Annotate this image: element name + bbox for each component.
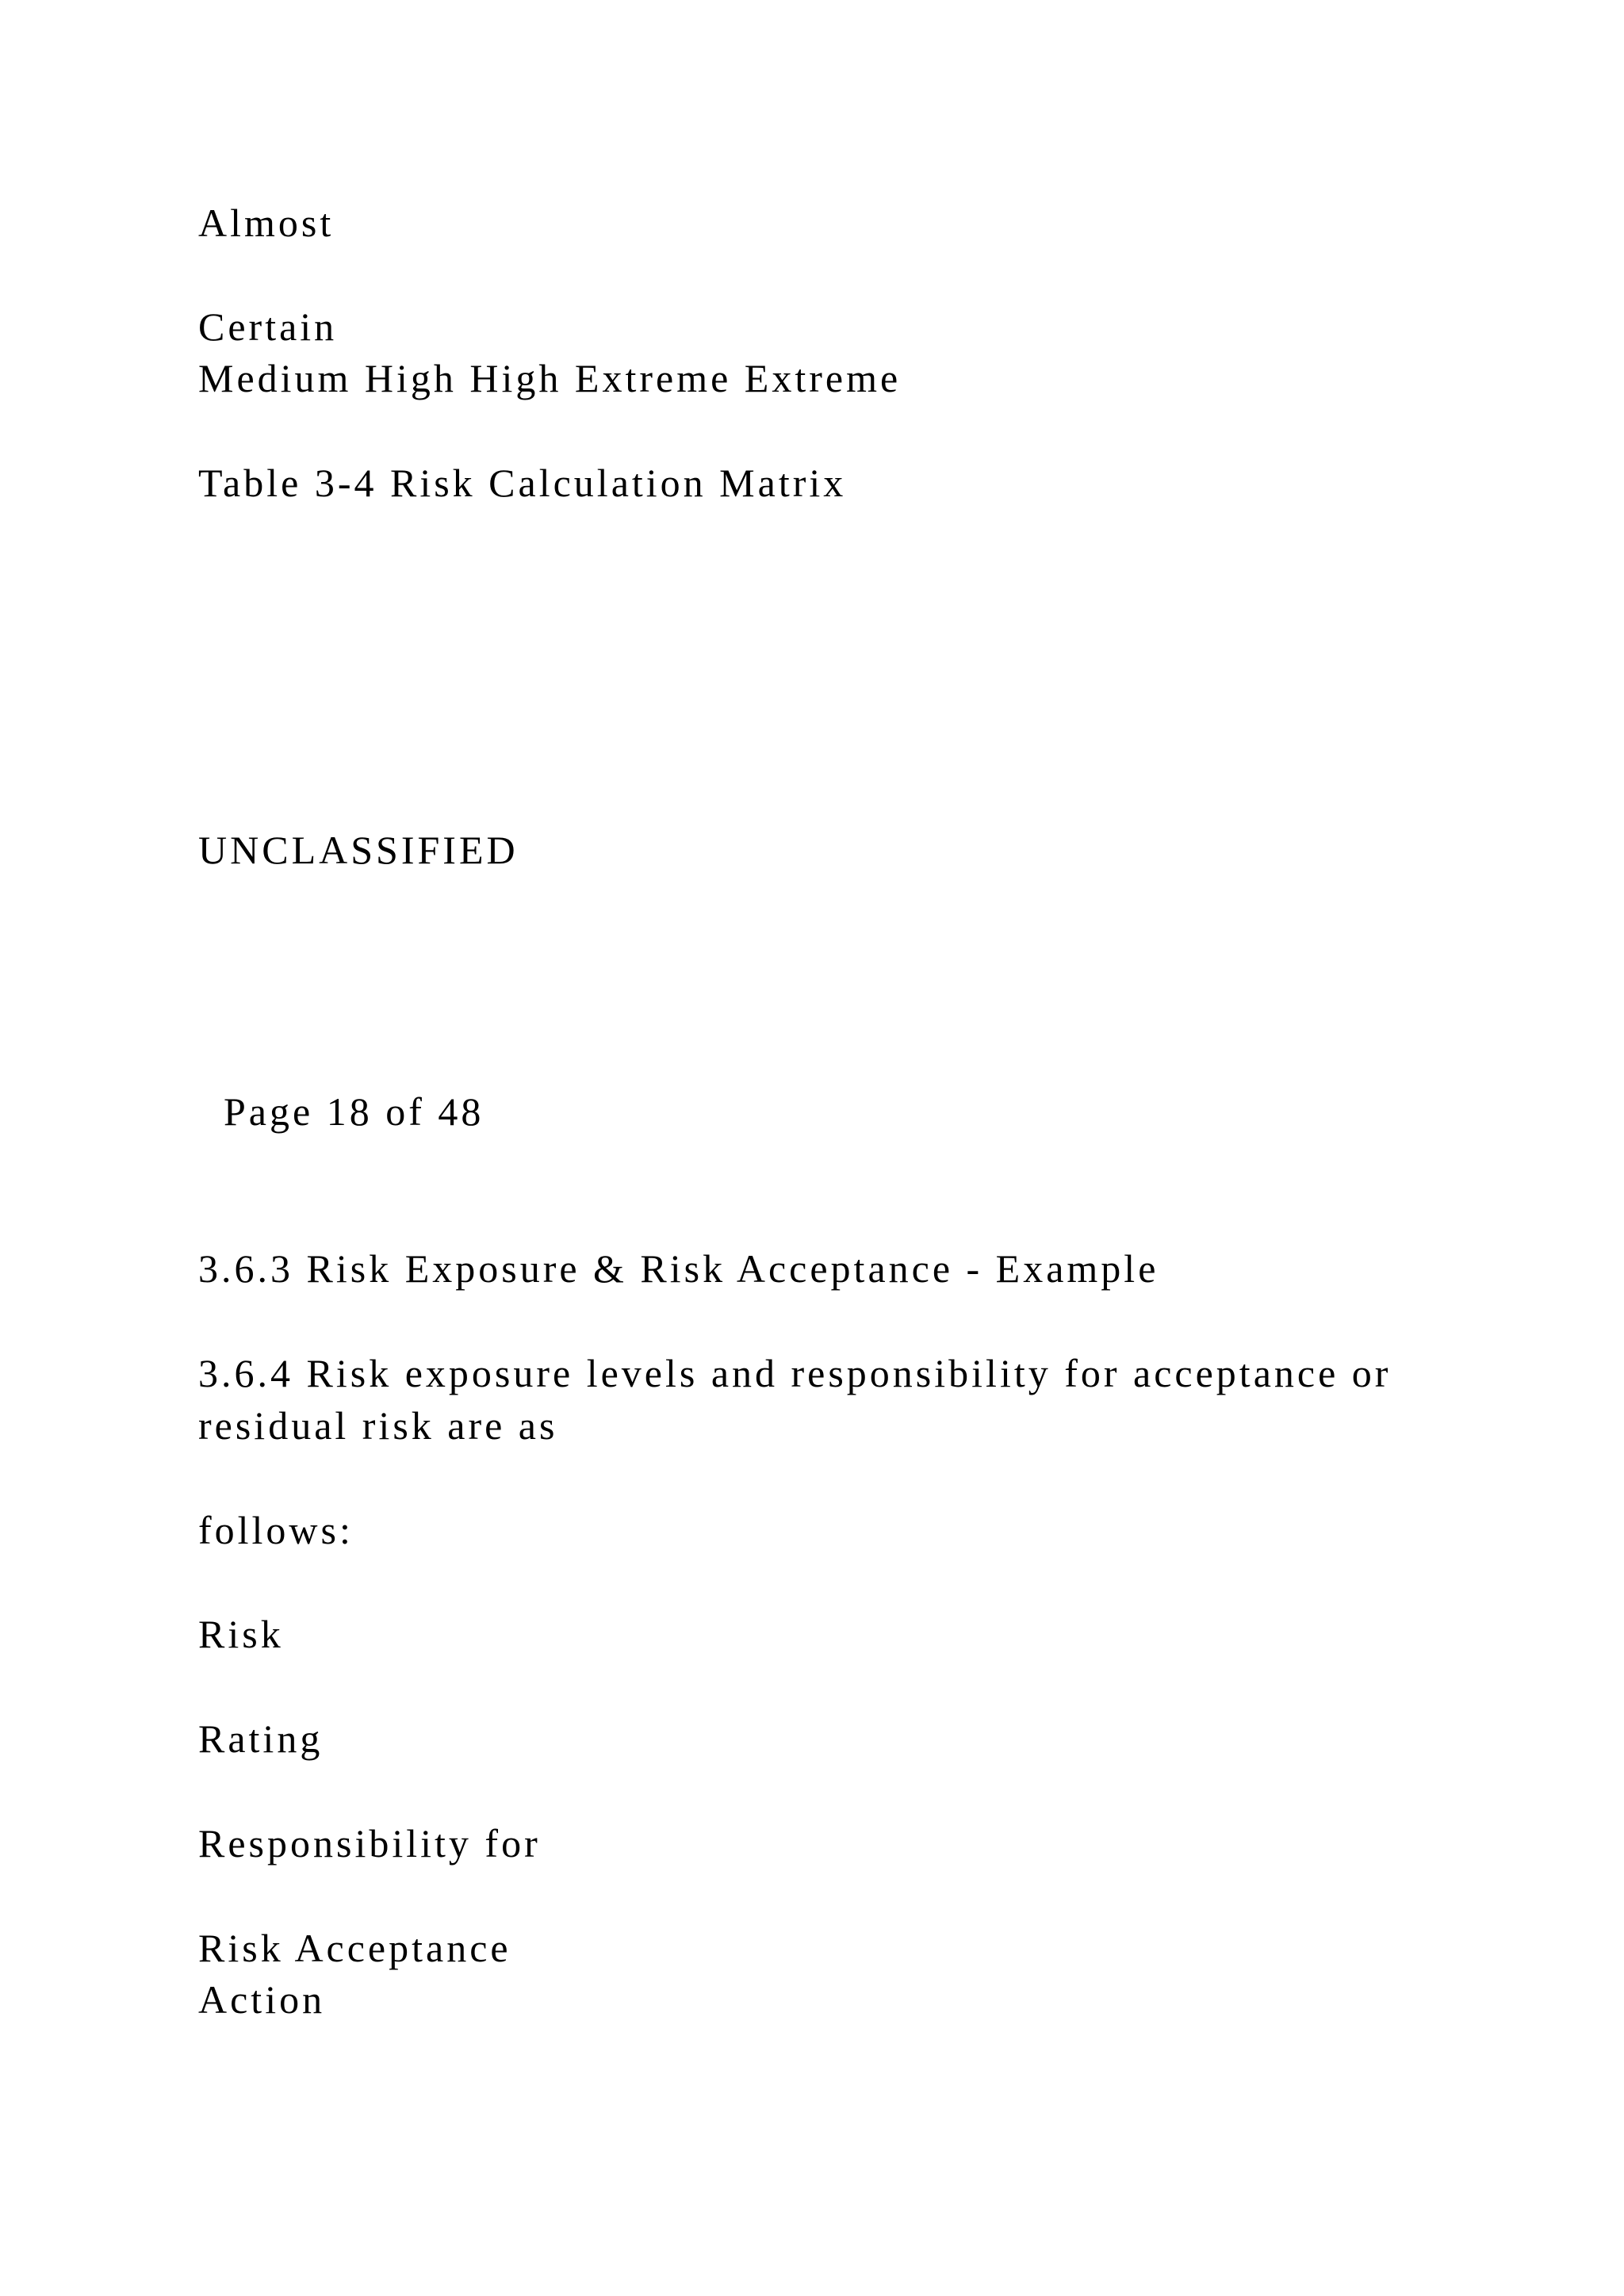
paragraph-3-6-4-line-1: 3.6.4 Risk exposure levels and responsibility for acceptance or (198, 1351, 1392, 1395)
table-header-responsibility: Responsibility for (198, 1821, 541, 1866)
table-header-risk: Risk (198, 1612, 284, 1656)
table-header-action: Action (198, 1977, 326, 2022)
page-number: Page 18 of 48 (224, 1089, 485, 1134)
table-caption: Table 3-4 Risk Calculation Matrix (198, 461, 847, 505)
matrix-row-label-almost: Almost (198, 201, 335, 245)
classification-marking: UNCLASSIFIED (198, 828, 519, 872)
paragraph-3-6-4-line-3: follows: (198, 1508, 354, 1552)
paragraph-3-6-4-line-2: residual risk are as (198, 1403, 558, 1448)
table-header-rating: Rating (198, 1716, 324, 1761)
matrix-row-values: Medium High High Extreme Extreme (198, 356, 902, 400)
matrix-row-label-certain: Certain (198, 304, 338, 349)
section-heading-3-6-3: 3.6.3 Risk Exposure & Risk Acceptance - Example (198, 1246, 1159, 1291)
table-header-risk-acceptance: Risk Acceptance (198, 1926, 511, 1970)
